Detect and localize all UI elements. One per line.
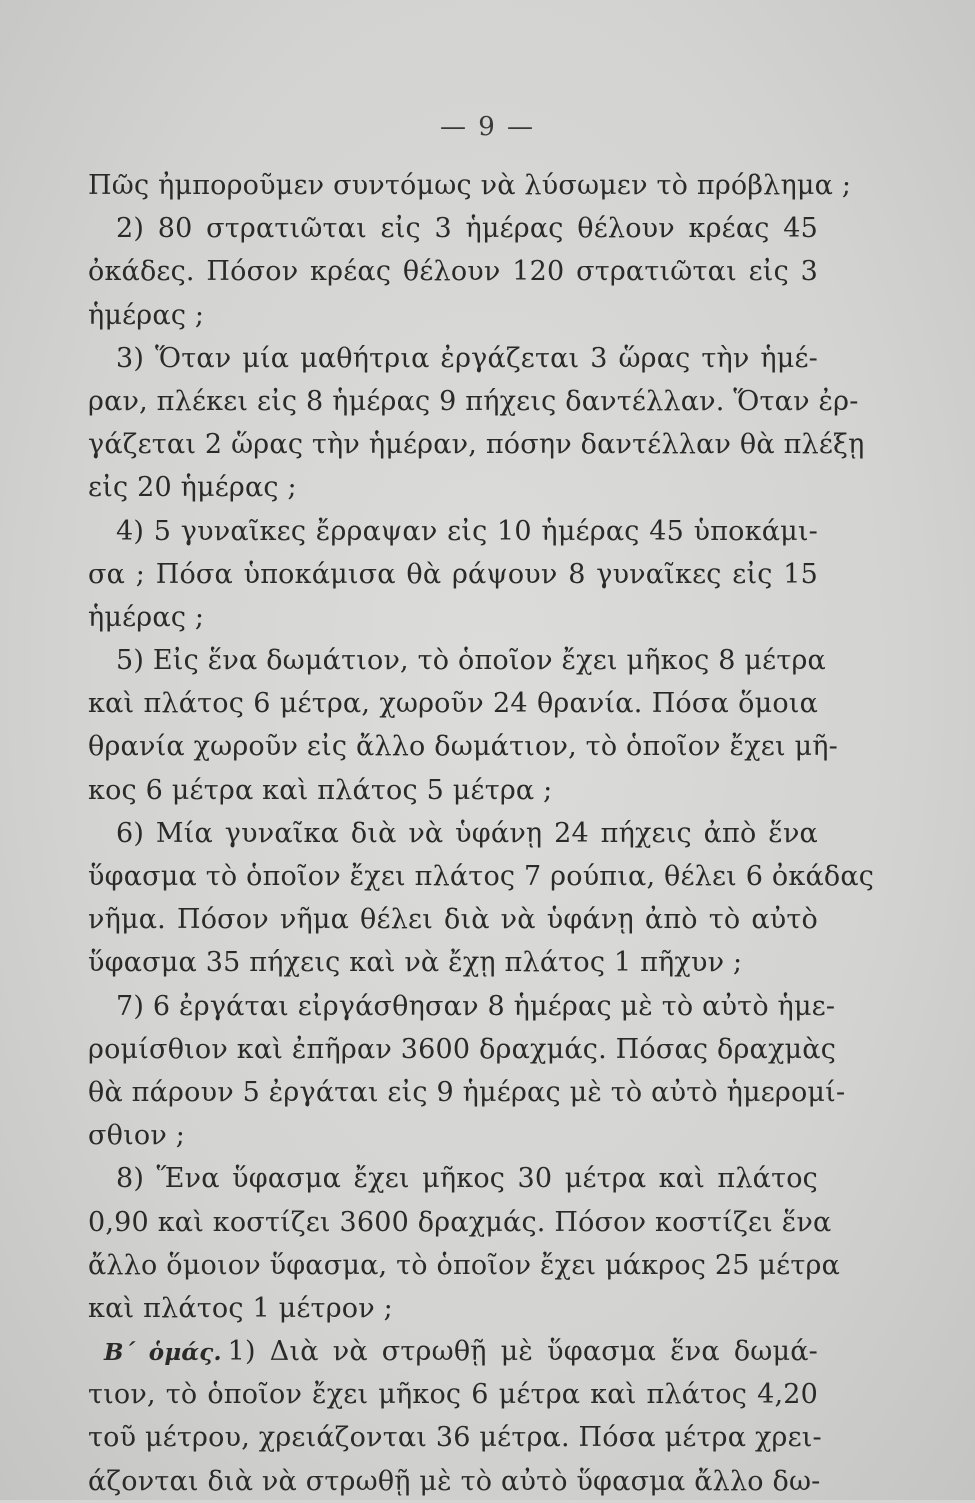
text-line: γάζεται 2 ὥρας τὴν ἡμέραν, πόσην δαντέλλαν θὰ πλέξῃ	[88, 429, 865, 461]
text-line: άζονται διὰ νὰ στρωθῇ μὲ τὸ αὐτὸ ὕφασμα ἄλλο δω-	[88, 1465, 821, 1497]
page-number: — 9 —	[439, 112, 536, 142]
text-line: 8) Ἕνα ὕφασμα ἔχει μῆκος 30 μέτρα καὶ πλάτος	[116, 1163, 818, 1195]
text-line: ἡμέρας ;	[88, 601, 205, 633]
section-b-first-line	[88, 1330, 818, 1373]
text-line: τοῦ μέτρου, χρειάζονται 36 μέτρα. Πόσα μέτρα χρει-	[88, 1422, 822, 1454]
text-line: ὕφασμα τὸ ὁποῖον ἔχει πλάτος 7 ρούπια, θέλει 6 ὀκάδας	[88, 861, 875, 892]
text-line: σα ; Πόσα ὑποκάμισα θὰ ράψουν 8 γυναῖκες εἰς 15	[88, 558, 818, 590]
exercise-text	[88, 164, 875, 1503]
text-line: θὰ πάρουν 5 ἐργάται εἰς 9 ἡμέρας μὲ τὸ αὐτὸ ἡμερομί-	[88, 1076, 846, 1108]
text-line: ὕφασμα 35 πήχεις καὶ νὰ ἔχῃ πλάτος 1 πῆχυν ;	[88, 947, 743, 979]
text-line: σθιον ;	[88, 1120, 186, 1152]
text-line: 7) 6 ἐργάται εἰργάσθησαν 8 ἡμέρας μὲ τὸ αὐτὸ ἡμε-	[116, 990, 836, 1022]
text-line: 4) 5 γυναῖκες ἔρραψαν εἰς 10 ἡμέρας 45 ὑποκάμι-	[116, 515, 818, 547]
text-line: εἰς 20 ἡμέρας ;	[88, 472, 297, 504]
text-line: 5) Εἰς ἕνα δωμάτιον, τὸ ὁποῖον ἔχει μῆκος 8 μέτρα	[116, 645, 826, 677]
text-line: 1) Διὰ νὰ στρωθῇ μὲ ὕφασμα ἕνα δωμά-	[227, 1336, 818, 1368]
text-line: 2) 80 στρατιῶται εἰς 3 ἡμέρας θέλουν κρέας 45	[116, 213, 818, 245]
text-line: ρομίσθιον καὶ ἐπῆραν 3600 δραχμάς. Πόσας δραχμὰς	[88, 1033, 837, 1065]
text-line: καὶ πλάτος 6 μέτρα, χωροῦν 24 θρανία. Πόσα ὅμοια	[88, 688, 818, 720]
text-line: ἡμέρας ;	[88, 299, 205, 331]
text-line: 3) Ὅταν μία μαθήτρια ἐργάζεται 3 ὥρας τὴν ἡμέ-	[116, 342, 818, 374]
text-line: θρανία χωροῦν εἰς ἄλλο δωμάτιον, τὸ ὁποῖον ἔχει μῆ-	[88, 731, 838, 763]
text-line: κος 6 μέτρα καὶ πλάτος 5 μέτρα ;	[88, 774, 553, 806]
text-line: Πῶς ἠμποροῦμεν συντόμως νὰ λύσωμεν τὸ πρόβλημα ;	[88, 170, 852, 201]
text-line: νῆμα. Πόσον νῆμα θέλει διὰ νὰ ὑφάνῃ ἀπὸ τὸ αὐτὸ	[88, 904, 818, 936]
text-line: 6) Μία γυναῖκα διὰ νὰ ὑφάνῃ 24 πήχεις ἀπὸ ἕνα	[116, 817, 818, 849]
text-line: ἄλλο ὅμοιον ὕφασμα, τὸ ὁποῖον ἔχει μάκρος 25 μέτρα	[88, 1249, 840, 1281]
section-b-label: Β΄ ὁμάς.	[104, 1339, 222, 1367]
text-line: τιον, τὸ ὁποῖον ἔχει μῆκος 6 μέτρα καὶ πλάτος 4,20	[88, 1379, 818, 1411]
text-line: ὀκάδες. Πόσον κρέας θέλουν 120 στρατιῶται εἰς 3	[88, 256, 818, 288]
text-line: ραν, πλέκει εἰς 8 ἡμέρας 9 πήχεις δαντέλλαν. Ὅταν ἐρ-	[88, 385, 859, 417]
text-line: 0,90 καὶ κοστίζει 3600 δραχμάς. Πόσον κοστίζει ἕνα	[88, 1206, 832, 1238]
text-line: καὶ πλάτος 1 μέτρον ;	[88, 1292, 393, 1324]
